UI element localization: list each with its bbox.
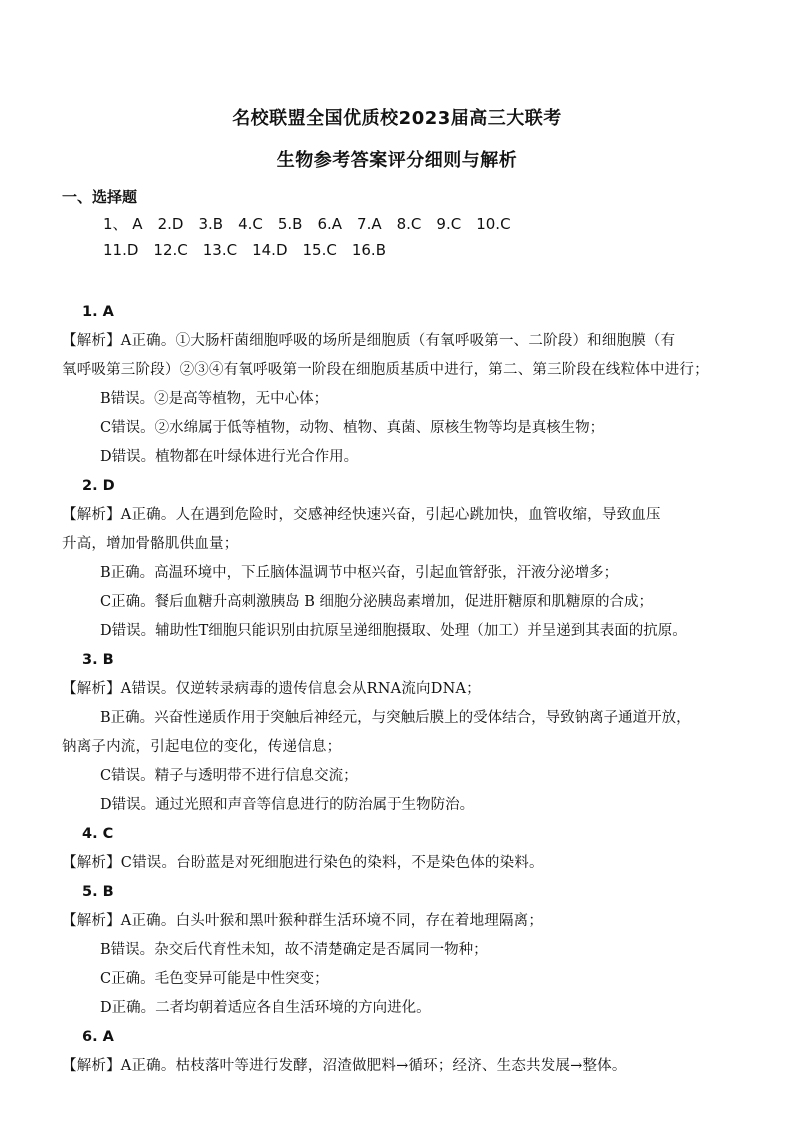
explanation-line: 【解析】A正确。枯枝落叶等进行发酵，沼渣做肥料→循环；经济、生态共发展→整体。	[62, 1058, 627, 1074]
explanation-line: D错误。植物都在叶绿体进行光合作用。	[100, 449, 359, 465]
explanation-line: 【解析】A正确。白头叶猴和黑叶猴种群生活环境不同，存在着地理隔离；	[62, 913, 544, 929]
explanation-line: D错误。辅助性T细胞只能识别由抗原呈递细胞摄取、处理（加工）并呈递到其表面的抗原。	[100, 623, 687, 639]
answer-item: 8.C	[396, 215, 422, 233]
explanation-line: C错误。②水绵属于低等植物，动物、植物、真菌、原核生物等均是真核生物；	[100, 420, 605, 436]
explanation-line: B错误。杂交后代育性未知，故不清楚确定是否属同一物种；	[100, 942, 488, 958]
question-number: 3. B	[82, 652, 114, 668]
answer-item: 3.B	[198, 215, 224, 233]
section-heading: 一、选择题	[62, 188, 138, 206]
explanation-line: 升高，增加骨骼肌供血量；	[62, 536, 239, 552]
question-number: 2. D	[82, 478, 115, 494]
answer-item: 14.D	[252, 241, 288, 259]
explanation-line: 氧呼吸第三阶段）②③④有氧呼吸第一阶段在细胞质基质中进行，第二、第三阶段在线粒体中进行；	[62, 362, 709, 378]
explanation-line: B错误。②是高等植物，无中心体；	[100, 391, 329, 407]
answer-item: 7.A	[357, 215, 382, 233]
explanation-line: 【解析】A错误。仅逆转录病毒的遗传信息会从RNA流向DNA；	[62, 681, 481, 697]
explanation-line: C正确。毛色变异可能是中性突变；	[100, 971, 329, 987]
explanation-line: B正确。兴奋性递质作用于突触后神经元，与突触后膜上的受体结合，导致钠离子通道开放，	[100, 710, 691, 726]
answer-item: 4.C	[238, 215, 263, 233]
answer-item: 11.D	[103, 241, 139, 259]
answer-item: 13.C	[202, 241, 238, 259]
explanation-line: B正确。高温环境中，下丘脑体温调节中枢兴奋，引起血管舒张，汗液分泌增多；	[100, 565, 619, 581]
question-number: 5. B	[82, 884, 114, 900]
question-number: 1. A	[82, 304, 114, 320]
answer-item: 10.C	[476, 215, 511, 233]
question-number: 4. C	[82, 826, 114, 842]
explanation-line: 【解析】A正确。①大肠杆菌细胞呼吸的场所是细胞质（有氧呼吸第一、二阶段）和细胞膜（有	[62, 333, 676, 349]
answer-item: 16.B	[351, 241, 386, 259]
explanation-line: D错误。通过光照和声音等信息进行的防治属于生物防治。	[100, 797, 475, 813]
answer-item: 6.A	[317, 215, 343, 233]
document-title: 名校联盟全国优质校2023届高三大联考	[232, 108, 562, 129]
explanations	[62, 298, 752, 1081]
question-number: 6. A	[82, 1029, 114, 1045]
explanation-line: C正确。餐后血糖升高刺激胰岛 B 细胞分泌胰岛素增加，促进肝糖原和肌糖原的合成；	[100, 594, 653, 610]
explanation-line: 钠离子内流，引起电位的变化，传递信息；	[62, 739, 342, 755]
document-subtitle: 生物参考答案评分细则与解析	[276, 150, 518, 171]
explanation-line: 【解析】A正确。人在遇到危险时，交感神经快速兴奋，引起心跳加快，血管收缩，导致血压	[62, 507, 661, 523]
answer-item: 1、 A	[103, 215, 143, 233]
answer-key-row-1	[103, 213, 526, 234]
answer-item: 5.B	[277, 215, 303, 233]
answer-key-row-2	[103, 241, 401, 259]
answer-item: 12.C	[153, 241, 188, 259]
answer-item: 15.C	[302, 241, 337, 259]
answer-item: 2.D	[157, 215, 184, 233]
answer-item: 9.C	[436, 215, 462, 233]
explanation-line: C错误。精子与透明带不进行信息交流；	[100, 768, 358, 784]
explanation-line: 【解析】C错误。台盼蓝是对死细胞进行染色的染料，不是染色体的染料。	[62, 855, 544, 871]
explanation-line: D正确。二者均朝着适应各自生活环境的方向进化。	[100, 1000, 431, 1016]
